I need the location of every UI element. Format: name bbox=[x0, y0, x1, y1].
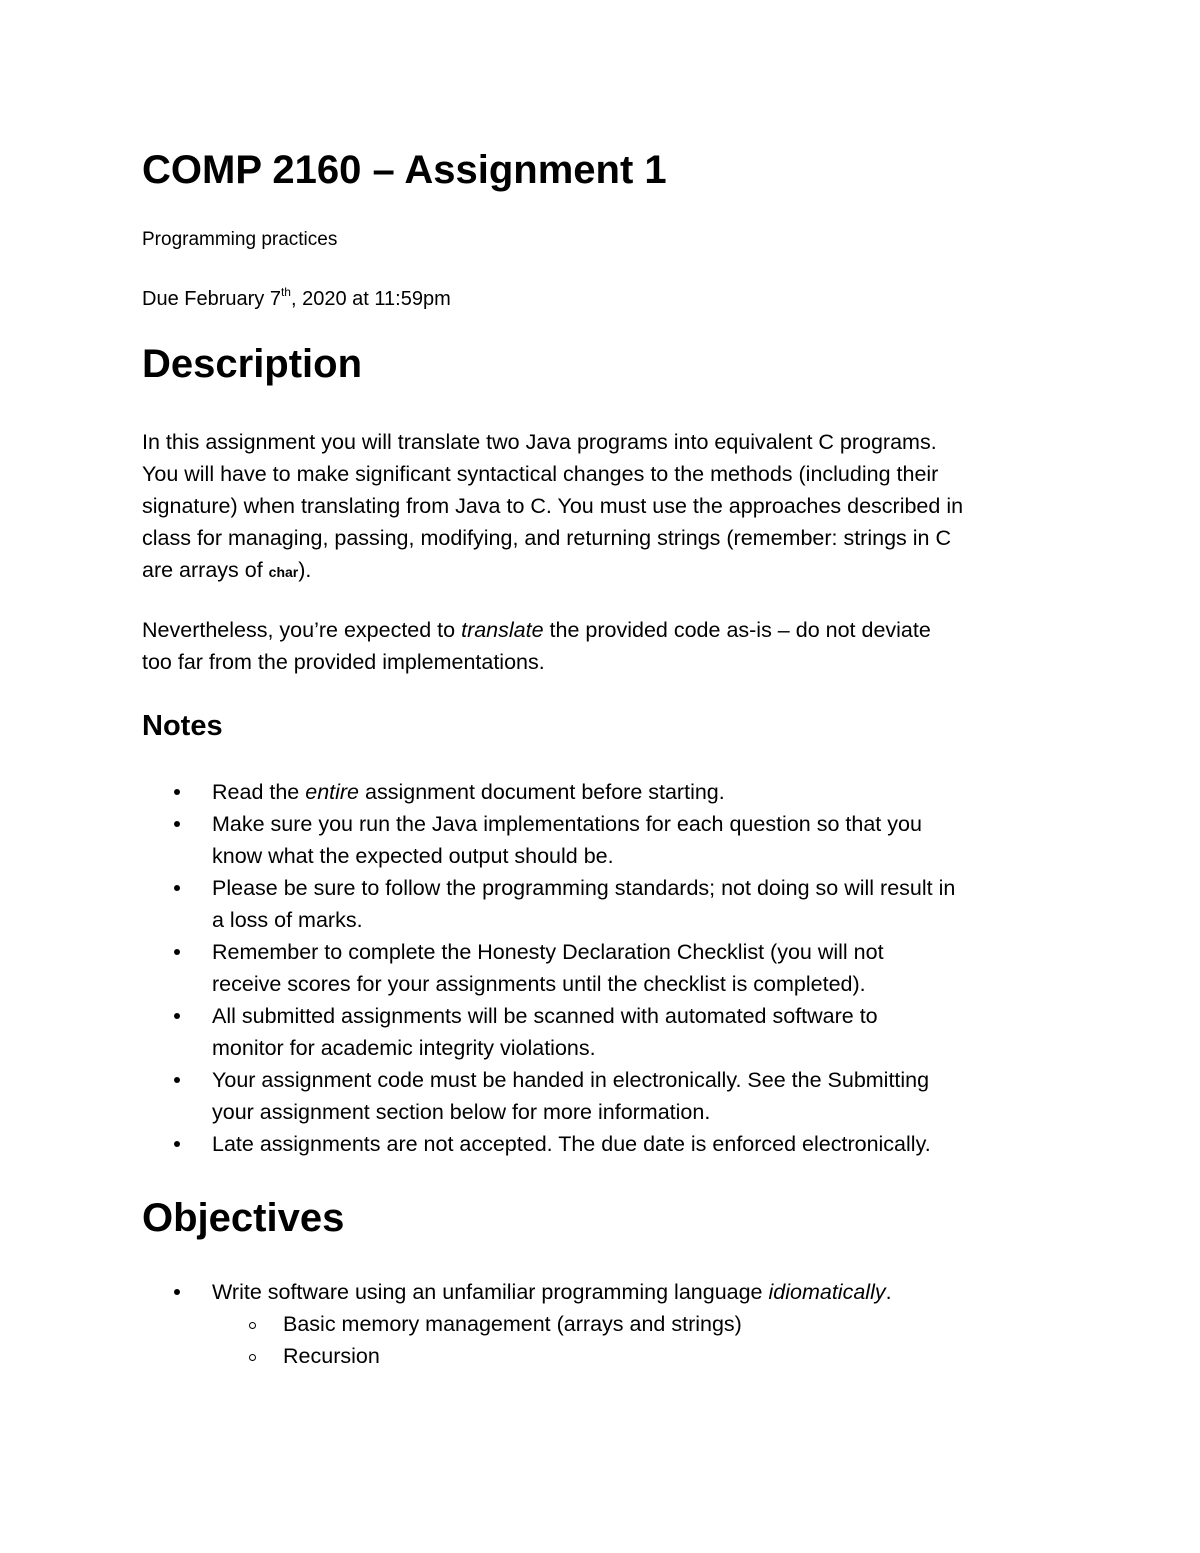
list-item bbox=[142, 1064, 1062, 1128]
due-date-ordinal: th bbox=[280, 285, 291, 299]
bullet-icon bbox=[174, 1289, 180, 1295]
text-line: know what the expected output should be. bbox=[212, 844, 614, 868]
text-line: In this assignment you will translate two Java programs into equivalent C programs. bbox=[142, 430, 937, 454]
objectives-sublist bbox=[212, 1308, 1062, 1372]
list-item bbox=[142, 872, 1062, 936]
bullet-icon bbox=[174, 1141, 180, 1147]
text-span: Write software using an unfamiliar programming language bbox=[212, 1280, 769, 1304]
text-line: All submitted assignments will be scanned with automated software to bbox=[212, 1004, 878, 1028]
document-title: COMP 2160 – Assignment 1 bbox=[142, 148, 667, 192]
description-heading: Description bbox=[142, 342, 363, 386]
text-line: Basic memory management (arrays and strings) bbox=[283, 1312, 742, 1336]
bullet-icon bbox=[174, 1077, 180, 1083]
hollow-bullet-icon bbox=[249, 1354, 256, 1361]
bullet-icon bbox=[174, 821, 180, 827]
text-line: Recursion bbox=[283, 1344, 380, 1368]
list-item bbox=[142, 776, 1062, 808]
emphasis-entire: entire bbox=[305, 780, 360, 804]
text-line: Remember to complete the Honesty Declaration Checklist (you will not bbox=[212, 940, 884, 964]
text-line: Late assignments are not accepted. The due date is enforced electronically. bbox=[212, 1132, 931, 1156]
due-date-suffix: , 2020 at 11:59pm bbox=[290, 288, 451, 310]
text-line: Your assignment code must be handed in electronically. See the Submitting bbox=[212, 1068, 930, 1092]
text-span: Nevertheless, you’re expected to bbox=[142, 618, 462, 642]
text-line bbox=[212, 776, 1062, 808]
text-line: class for managing, passing, modifying, and returning strings (remember: strings in C bbox=[142, 526, 951, 550]
text-line: You will have to make significant syntactical changes to the methods (including their bbox=[142, 462, 939, 486]
text-span: are arrays of bbox=[142, 558, 269, 582]
text-line: receive scores for your assignments until the checklist is completed). bbox=[212, 972, 866, 996]
objectives-list bbox=[142, 1276, 1062, 1372]
text-line: too far from the provided implementations. bbox=[142, 650, 545, 674]
bullet-icon bbox=[174, 949, 180, 955]
text-span: Read the bbox=[212, 780, 306, 804]
text-span: the provided code as-is – do not deviate bbox=[543, 618, 931, 642]
text-span: ). bbox=[298, 558, 312, 582]
objectives-heading: Objectives bbox=[142, 1196, 345, 1240]
text-line: a loss of marks. bbox=[212, 908, 363, 932]
text-line: Make sure you run the Java implementations for each question so that you bbox=[212, 812, 922, 836]
sub-list-item bbox=[212, 1308, 1062, 1340]
sub-list-item bbox=[212, 1340, 1062, 1372]
notes-heading: Notes bbox=[142, 710, 223, 742]
text-line bbox=[212, 1276, 1062, 1308]
text-line: your assignment section below for more information. bbox=[212, 1100, 711, 1124]
text-line bbox=[142, 614, 1062, 646]
hollow-bullet-icon bbox=[249, 1322, 256, 1329]
description-paragraph-2 bbox=[142, 614, 1062, 678]
bullet-icon bbox=[174, 1013, 180, 1019]
due-date-prefix: Due February 7 bbox=[142, 288, 281, 310]
list-item bbox=[142, 808, 1062, 872]
document-subtitle: Programming practices bbox=[142, 229, 338, 250]
list-item bbox=[142, 936, 1062, 1000]
emphasis-translate: translate bbox=[461, 618, 544, 642]
list-item bbox=[142, 1000, 1062, 1064]
text-span: assignment document before starting. bbox=[359, 780, 725, 804]
list-item bbox=[142, 1276, 1062, 1372]
text-line: signature) when translating from Java to C. You must use the approaches described in bbox=[142, 494, 964, 518]
emphasis-idiomatically: idiomatically bbox=[768, 1280, 886, 1304]
bullet-icon bbox=[174, 789, 180, 795]
bullet-icon bbox=[174, 885, 180, 891]
notes-list bbox=[142, 776, 1062, 1160]
description-paragraph-1 bbox=[142, 426, 1062, 588]
text-line bbox=[142, 554, 1062, 588]
text-line: monitor for academic integrity violations. bbox=[212, 1036, 596, 1060]
list-item bbox=[142, 1128, 1062, 1160]
due-date bbox=[142, 285, 451, 311]
text-line: Please be sure to follow the programming standards; not doing so will result in bbox=[212, 876, 956, 900]
text-span: . bbox=[885, 1280, 892, 1304]
inline-code-char: char bbox=[268, 564, 299, 580]
